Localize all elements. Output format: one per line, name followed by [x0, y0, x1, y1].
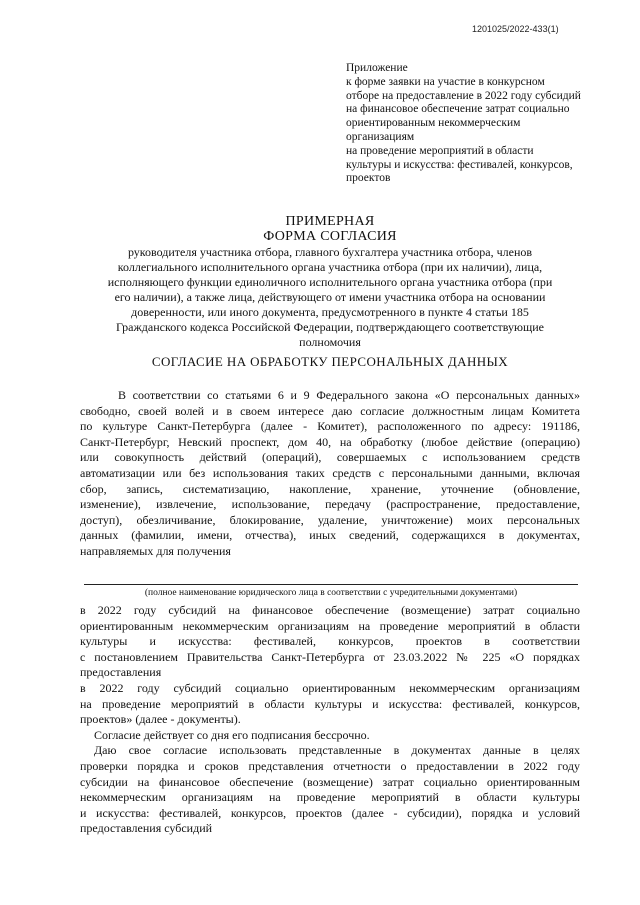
paragraph-line: сбор, запись, систематизацию, накопление, хранение, уточнение (обновление, — [80, 481, 580, 496]
consent-paragraph-2 — [80, 603, 580, 837]
subtitle-line: коллегиального исполнительного органа участника отбора (при их наличии), лица, — [117, 260, 543, 274]
paragraph-line: или совокупность действий (операций), совершаемых с использованием средств — [80, 450, 580, 465]
paragraph-line: Санкт-Петербург, Невский проспект, дом 40, на обработку (любое действие (операцию) — [80, 434, 580, 449]
appendix-line: Приложение — [346, 62, 408, 74]
paragraph-line: по культуре Санкт-Петербурга (далее - Комитет), расположенного по адресу: 191186, — [80, 419, 580, 434]
paragraph-line: Даю свое согласие использовать представленные в документах данные в целях — [94, 743, 580, 758]
appendix-line: организациям — [346, 130, 415, 143]
subtitle-line: полномочия — [299, 335, 361, 349]
paragraph-line: субсидии на финансовое обеспечение (возмещение) затрат социально ориентированным — [80, 774, 580, 789]
subtitle-line: его наличии), а также лица, действующего от имени участника отбора на основании — [114, 290, 546, 304]
form-subtitle — [70, 245, 590, 350]
appendix-line: проектов — [346, 172, 391, 185]
paragraph-line: проверки порядка и сроков представления отчетности о предоставлении в 2022 году — [80, 758, 580, 773]
form-title-line2: ФОРМА СОГЛАСИЯ — [263, 229, 397, 244]
paragraph-line: в 2022 году субсидий социально ориентированным некоммерческим организациям — [80, 680, 580, 695]
appendix-line: на проведение мероприятий в области — [346, 144, 534, 157]
form-title-block — [70, 214, 590, 350]
appendix-line: культуры и искусства: фестивалей, конкурсов, — [346, 158, 573, 171]
paragraph-line: В соответствии со статьями 6 и 9 Федерального закона «О персональных данных» — [118, 388, 580, 402]
paragraph-line: культуры и искусства: фестивалей, конкурсов, проектов в соответствии — [80, 634, 580, 649]
paragraph-line: автоматизации или без использования таких средств с персональными данными, включая — [80, 465, 580, 480]
paragraph-line: с постановлением Правительства Санкт-Петербурга от 23.03.2022 № 225 «О порядках — [80, 649, 580, 664]
paragraph-line: предоставления субсидий — [80, 821, 213, 836]
appendix-line: к форме заявки на участие в конкурсном — [346, 75, 545, 88]
paragraph-line: в 2022 году субсидий на финансовое обеспечение (возмещение) затрат социально — [80, 603, 580, 617]
paragraph-line: проектов» (далее - документы). — [80, 712, 241, 727]
paragraph-line: предоставления — [80, 665, 162, 680]
paragraph-line: доступ), обезличивание, блокирование, удаление, уничтожение) моих персональных — [80, 512, 580, 527]
consent-heading: СОГЛАСИЕ НА ОБРАБОТКУ ПЕРСОНАЛЬНЫХ ДАННЫХ — [151, 354, 509, 369]
blank-fill-line[interactable] — [84, 584, 578, 585]
blank-fill-caption: (полное наименование юридического лица в соответствии с учредительными документами) — [144, 588, 518, 598]
consent-paragraph-1 — [80, 388, 580, 560]
paragraph-line: ориентированным некоммерческим организациям на проведение мероприятий в области — [80, 618, 580, 633]
appendix-note — [346, 62, 606, 186]
subtitle-line: доверенности, или иного документа, предусмотренного в пункте 4 статьи 185 — [131, 305, 529, 319]
paragraph-line: направляемых для получения — [80, 543, 231, 558]
form-title-line1: ПРИМЕРНАЯ — [285, 214, 375, 229]
paragraph-line: некоммерческим организациям на проведение мероприятий в области культуры — [80, 790, 580, 805]
appendix-line: отборе на предоставление в 2022 году субсидий — [346, 89, 581, 102]
appendix-line: ориентированным некоммерческим — [346, 117, 521, 130]
subtitle-line: исполняющего функции единоличного исполнительного органа участника отбора (при — [107, 275, 553, 289]
subtitle-line: руководителя участника отбора, главного бухгалтера участника отбора, членов — [127, 245, 533, 259]
subtitle-line: Гражданского кодекса Российской Федерации, подтверждающего соответствующие — [116, 320, 544, 334]
document-number: 1201025/2022-433(1) — [472, 24, 559, 34]
paragraph-line: изменение), извлечение, использование, передачу (распространение, предоставление, — [80, 497, 580, 512]
paragraph-line: Согласие действует со дня его подписания бессрочно. — [94, 727, 370, 742]
paragraph-line: на проведение мероприятий в области культуры и искусства: фестивалей, конкурсов, — [80, 696, 580, 711]
appendix-line: на финансовое обеспечение затрат социально — [346, 103, 570, 116]
paragraph-line: и искусства: фестивалей, конкурсов, проектов (далее - субсидии), порядка и условий — [80, 805, 580, 820]
paragraph-line: свободно, своей волей и в своем интересе даю согласие должностным лицам Комитета — [80, 403, 580, 418]
paragraph-line: данных (фамилии, имени, отчества), иных сведений, содержащихся в документах, — [80, 528, 580, 543]
